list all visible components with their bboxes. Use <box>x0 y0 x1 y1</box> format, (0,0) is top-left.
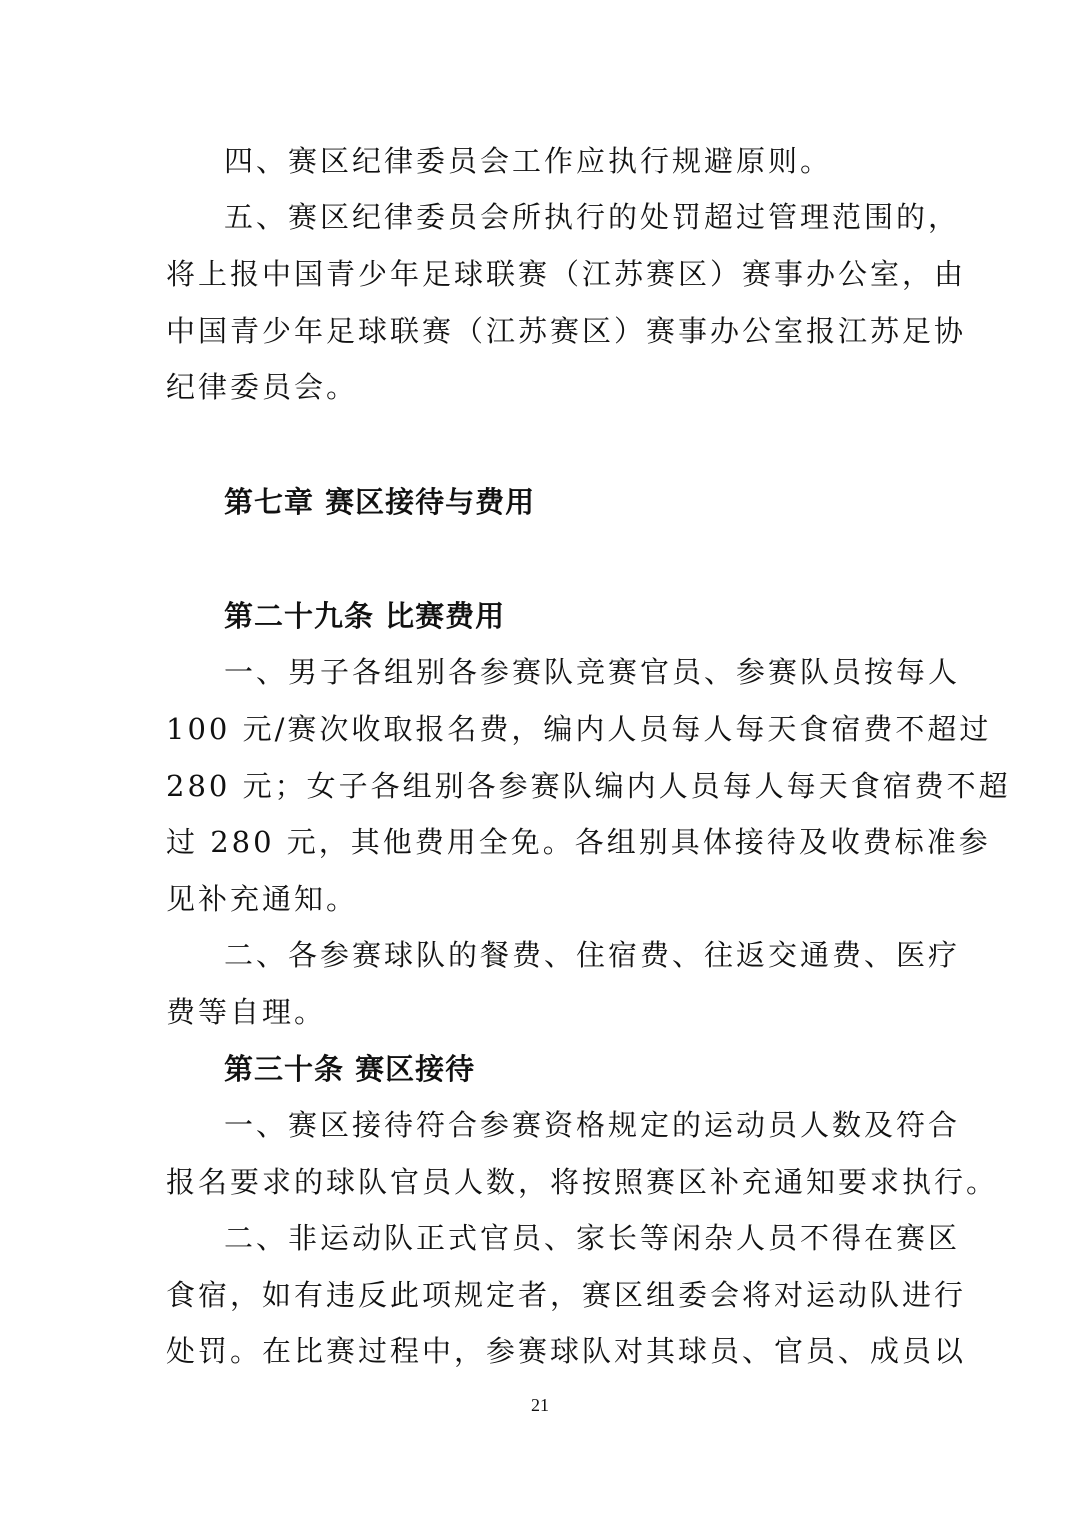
paragraph-line: 二、非运动队正式官员、家长等闲杂人员不得在赛区 <box>224 1221 961 1255</box>
article-title: 第三十条 赛区接待 <box>224 1052 476 1086</box>
paragraph-line: 四、赛区纪律委员会工作应执行规避原则。 <box>224 144 833 178</box>
paragraph-line: 一、男子各组别各参赛队竞赛官员、参赛队员按每人 <box>224 655 961 689</box>
paragraph-line: 处罚。在比赛过程中，参赛球队对其球员、官员、成员以 <box>166 1334 967 1368</box>
chapter-title: 第七章 赛区接待与费用 <box>224 485 536 519</box>
paragraph-line: 将上报中国青少年足球联赛（江苏赛区）赛事办公室，由 <box>166 257 967 291</box>
paragraph-line: 100 元/赛次收取报名费，编内人员每人每天食宿费不超过 <box>166 712 992 746</box>
paragraph-line: 中国青少年足球联赛（江苏赛区）赛事办公室报江苏足协 <box>166 314 967 348</box>
paragraph-line: 280 元；女子各组别各参赛队编内人员每人每天食宿费不超 <box>166 769 1011 803</box>
paragraph-line: 二、各参赛球队的餐费、住宿费、往返交通费、医疗 <box>224 938 961 972</box>
paragraph-line: 一、赛区接待符合参赛资格规定的运动员人数及符合 <box>224 1108 961 1142</box>
paragraph-line: 食宿，如有违反此项规定者，赛区组委会将对运动队进行 <box>166 1278 967 1312</box>
paragraph-line: 见补充通知。 <box>166 882 359 916</box>
paragraph-line: 费等自理。 <box>166 995 327 1029</box>
paragraph-line: 过 280 元，其他费用全免。各组别具体接待及收费标准参 <box>166 825 991 859</box>
paragraph-line: 五、赛区纪律委员会所执行的处罚超过管理范围的， <box>224 200 961 234</box>
article-title: 第二十九条 比赛费用 <box>224 599 506 633</box>
page-number: 21 <box>531 1395 549 1415</box>
paragraph-line: 纪律委员会。 <box>166 370 359 404</box>
paragraph-line: 报名要求的球队官员人数，将按照赛区补充通知要求执行。 <box>166 1165 999 1199</box>
